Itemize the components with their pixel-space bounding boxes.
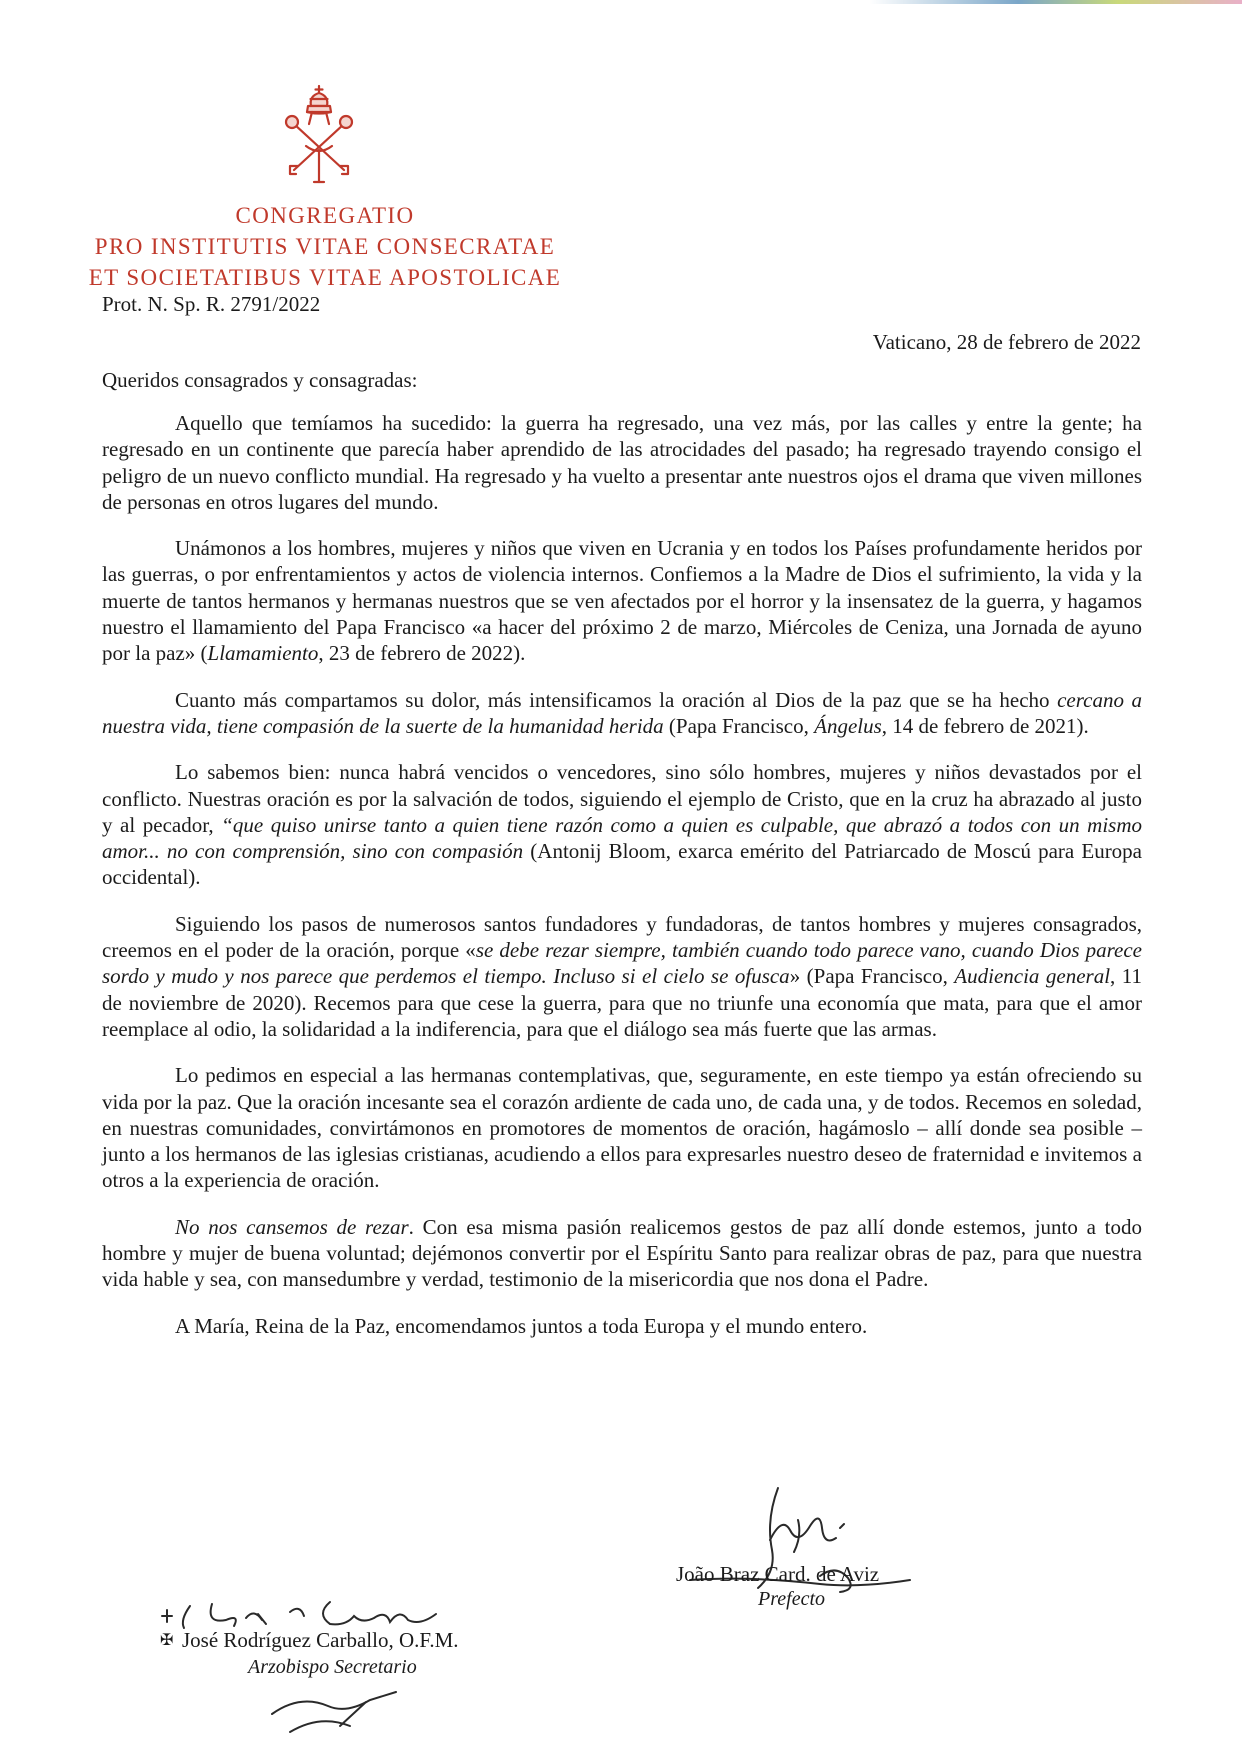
paragraph-2-text: Unámonos a los hombres, mujeres y niños que viven en Ucrania y en todos los Países profundamente heridos por las guerras, o por enfrentamientos y actos de violencia internos. Confiemos a la Madre de Dios el sufrimiento, la vida y la muerte de tantos hermanos y hermanas nuestros que se ven afectados por el horror y la insensatez de la guerra, y hagamos nuestro el llamamiento del Papa Francisco «a hacer del próximo 2 de marzo, Miércoles de Ceniza, una Jornada de ayuno por la paz» ( [102,536,1142,666]
letterhead-line-1: CONGREGATIO [235,203,415,228]
paragraph-3-italic-2: Ángelus [814,713,882,738]
scan-edge [0,0,1242,4]
prefect-name: João Braz Card. de Aviz [676,1562,880,1586]
paragraph-5-mid: » (Papa Francisco, [789,964,955,989]
date-line: Vaticano, 28 de febrero de 2022 [872,330,1141,354]
paragraph-5-italic: se debe rezar siempre, también cuando todo parece vano, cuando Dios parece sordo y mudo y nos parece que perdemos el tiempo. Incluso si el cielo se ofusca [102,938,1142,989]
prefect-title: Prefecto [758,1588,826,1610]
paragraph-5-italic-2: Audiencia general [954,964,1111,989]
paragraph-6-text: Lo pedimos en especial a las hermanas contemplativas, que, seguramente, en este tiempo ya están ofreciendo su vida por la paz. Que la oración incesante sea el corazón ardiente de cada uno, de cada una, y de todos. Recemos en soledad, en nuestras comunidades, convirtámonos en promotores de momentos de oración, hagámoslo – allí donde sea posible – junto a los hermanos de las iglesias cristianas, acudiendo a ellos para expresarles nuestro deseo de fraternidad e invitemos a otros a la experiencia de oración. [102,1063,1142,1193]
paragraph-2-italic: Llamamiento [207,641,319,666]
paragraph-3-mid: (Papa Francisco, [663,713,815,738]
paragraph-2 [102,535,1142,666]
paragraph-2-tail: , 23 de febrero de 2022). [318,641,526,666]
paragraph-5 [102,911,1142,1042]
secretary-title: Arzobispo Secretario [248,1656,417,1678]
paragraph-1 [102,410,1142,515]
letterhead [70,200,580,293]
paragraph-3-text: Cuanto más compartamos su dolor, más intensificamos la oración al Dios de la paz que se ha hecho [175,687,1058,712]
secretary-name: José Rodríguez Carballo, O.F.M. [182,1628,459,1652]
paragraph-7-text: . Con esa misma pasión realicemos gestos de paz allí donde estemos, junto a todo hombre y mujer de buena voluntad; dejémonos convertir por el Espíritu Santo para realizar obras de paz, para que nuestra vida hable y sea, con mansedumbre y verdad, testimonio de la misericordia que nos dona el Padre. [102,1214,1142,1292]
secretary-name-line [160,1628,459,1653]
paragraph-5-text: Siguiendo los pasos de numerosos santos fundadores y fundadoras, de tantos hombres y mujeres consagrados, creemos en el poder de la oración, porque « [102,911,1142,963]
papal-coat-of-arms-icon [278,84,360,184]
paragraph-7-italic: No nos cansemos de rezar [175,1214,409,1239]
paragraph-4-text: Lo sabemos bien: nunca habrá vencidos o vencedores, sino sólo hombres, mujeres y niños devastados por el conflicto. Nuestras oración es por la salvación de todos, siguiendo el ejemplo de Cristo, que en la cruz ha abrazado al justo y al pecador, [102,760,1142,837]
signature-area [0,1480,1242,1755]
paragraph-3-italic: cercano a nuestra vida, tiene compasión de la suerte de la humanidad herida [102,687,1142,738]
paragraph-4-italic: “que quiso unirse tanto a quien tiene razón como a quien es culpable, que abrazó a todos con un mismo amor... no con comprensión, sino con compasión [102,812,1142,864]
paragraph-1-text: Aquello que temíamos ha sucedido: la guerra ha regresado, una vez más, por las calles y entre la gente; ha regresado en un continente que parecía haber aprendido de las atrocidades del pasado; ha regresado trayendo consigo el peligro de un nuevo conflicto mundial. Ha regresado y ha vuelto a presentar ante nuestros ojos el drama que viven millones de personas en otros lugares del mundo. [102,411,1142,514]
paragraph-3 [102,687,1142,740]
cross-icon: ✠ [160,1632,174,1649]
paragraph-5-tail: , 11 de noviembre de 2020). Recemos para que cese la guerra, para que no triunfe una economía que mata, para que el amor reemplace al odio, la solidaridad a la indiferencia, para que el diálogo sea más fuerte que las armas. [102,964,1142,1041]
paragraph-8 [102,1313,1142,1339]
letterhead-line-2: PRO INSTITUTIS VITAE CONSECRATAE [94,234,556,259]
paragraph-3-tail: , 14 de febrero de 2021). [881,713,1089,738]
salutation: Queridos consagrados y consagradas: [102,368,418,392]
paragraph-4 [102,759,1142,890]
letterhead-line-3: ET SOCIETATIBUS VITAE APOSTOLICAE [88,265,562,290]
paragraph-6 [102,1062,1142,1193]
paragraph-4-tail: (Antonij Bloom, exarca emérito del Patriarcado de Moscú para Europa occidental). [102,839,1143,890]
paragraph-8-text: A María, Reina de la Paz, encomendamos juntos a toda Europa y el mundo entero. [175,1313,868,1338]
protocol-number: Prot. N. Sp. R. 2791/2022 [102,292,321,316]
letter-body [102,410,1142,1359]
paragraph-7 [102,1214,1142,1293]
